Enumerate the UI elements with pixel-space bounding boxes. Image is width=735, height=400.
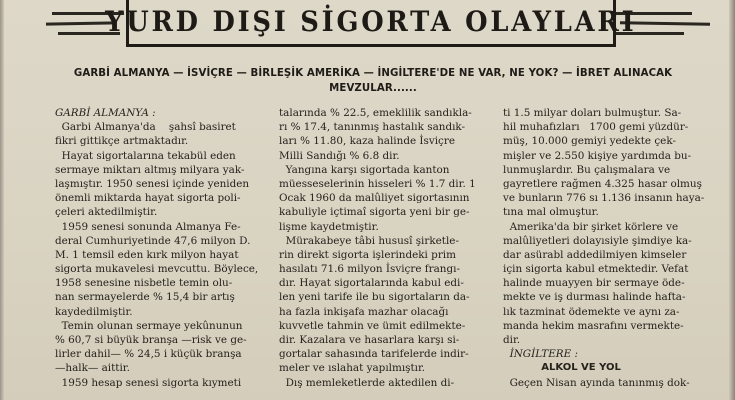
text-line: sigorta mukavelesi mevcuttu. Böylece, — [55, 263, 259, 276]
text-line: 1959 senesi sonunda Almanya Fe- — [55, 220, 241, 233]
text-line: Ocak 1960 da malûliyet sigortasının — [279, 192, 470, 205]
text-line: —halk— aittir. — [55, 362, 130, 375]
text-column-2 — [279, 106, 493, 390]
text-line: rı % 17.4, tanınmış hastalık sandık- — [279, 121, 466, 134]
text-line: ha fazla inkişafa mazhar olacağı — [279, 305, 449, 318]
text-line: lirler dahil— % 24,5 i küçük branşa — [55, 348, 242, 361]
text-line: manda hekim masrafını vermekte- — [503, 319, 684, 332]
text-line: 1959 hesap senesi sigorta kıymeti — [55, 376, 242, 389]
text-line: dar asürabl addedilmiyen kimseler — [503, 248, 687, 261]
text-line: dir. — [503, 334, 521, 346]
text-line: sermaye miktarı altmış milyara yak- — [55, 163, 245, 176]
text-line: laşmıştır. 1950 senesi içinde yeniden — [55, 177, 250, 190]
text-line: çeleri aktedilmiştir. — [55, 206, 158, 219]
text-line: gayretlere rağmen 4.325 hasar olmuş — [503, 177, 702, 190]
text-line: ti 1.5 milyar doları bulmuştur. Sa- — [503, 107, 682, 119]
text-line: ALKOL VE YOL — [503, 362, 621, 374]
text-line: % 60,7 si büyük branşa —risk ve ge- — [55, 334, 247, 346]
text-line: malûliyetleri dolayısiyle şimdiye ka- — [503, 234, 692, 247]
text-line: Amerika'da bir şirket körlere ve — [503, 220, 679, 233]
text-line: Temin olunan sermaye yekûnunun — [55, 319, 243, 332]
text-line: rin direkt sigorta işlerindeki prim — [279, 248, 456, 261]
title-box — [105, 0, 637, 47]
text-line: Garbi Almanya'da şahsî basiret — [55, 121, 236, 134]
text-line: Mürakabeye tâbi hususî şirketle- — [279, 234, 459, 247]
text-line: dir. Kazalara ve hasarlara karşı si- — [279, 334, 460, 346]
text-line: GARBİ ALMANYA : — [55, 107, 156, 119]
text-line: Geçen Nisan ayında tanınmış dok- — [503, 376, 690, 389]
text-line: müesseselerinin hisseleri % 1.7 dir. 1 — [279, 177, 476, 190]
text-line: nan sermayelerde % 15,4 bir artış — [55, 291, 235, 304]
page-title: YURD DIŞI SİGORTA OLAYLARI — [105, 4, 637, 38]
text-line: kabuliyle içtimaî sigorta yeni bir ge- — [279, 206, 470, 219]
text-column-1 — [55, 106, 270, 390]
text-line: M. 1 temsil eden kırk milyon hayat — [55, 248, 239, 261]
text-line: fikri gittikçe artmaktadır. — [55, 135, 189, 148]
text-line: lunmuşlardır. Bu çalışmalara ve — [503, 163, 671, 176]
text-line: kuvvetle tahmin ve ümit edilmekte- — [279, 319, 466, 332]
text-line: Hayat sigortalarına tekabül eden — [55, 149, 236, 162]
text-line: Dış memleketlerde aktedilen di- — [279, 376, 455, 389]
text-line: kaydedilmiştir. — [55, 305, 133, 318]
subtitle: GARBİ ALMANYA — İSVİÇRE — BİRLEŞİK AMERİKA — İNGİLTERE'DE NE VAR, NE YOK? — İBRET ALINACAK MEVZULAR...... — [73, 68, 673, 94]
text-line: müş, 10.000 gemiyi yedekte çek- — [503, 135, 676, 148]
text-line: talarında % 22.5, emeklilik sandıkla- — [279, 107, 472, 119]
text-line: lık tazminat ödemekte ve aynı za- — [503, 305, 680, 318]
text-line: dır. Hayat sigortalarında kabul edi- — [279, 277, 464, 290]
text-line: için sigorta kabul etmektedir. Vefat — [503, 263, 689, 276]
text-line: Yangına karşı sigortada kanton — [279, 163, 450, 176]
text-line: tına mal olmuştur. — [503, 206, 599, 219]
text-line: deral Cumhuriyetinde 47,6 milyon D. — [55, 234, 251, 247]
text-line: İNGİLTERE : — [503, 348, 578, 361]
page-edge-left — [0, 0, 4, 400]
text-line: ve bunların 776 sı 1.136 insanın haya- — [503, 192, 705, 205]
text-line: gortalar sahasında tarifelerde indir- — [279, 348, 469, 361]
page-edge-right — [729, 0, 735, 400]
text-line: meler ve ıslahat yapılmıştır. — [279, 362, 426, 375]
text-line: mekte ve iş durması halinde hafta- — [503, 291, 686, 304]
text-line: lişme kaydetmiştir. — [279, 220, 379, 233]
text-column-3 — [503, 106, 717, 390]
text-line: len yeni tarife ile bu sigortaların da- — [279, 291, 470, 304]
text-line: hasılatı 71.6 milyon İsviçre frangı- — [279, 263, 460, 276]
text-line: hil muhafızları 1700 gemi yüzdür- — [503, 121, 689, 134]
text-line: 1958 senesine nisbetle temin olu- — [55, 277, 233, 290]
text-line: Milli Sandığı % 6.8 dir. — [279, 149, 400, 162]
text-line: önemli miktarda hayat sigorta poli- — [55, 192, 241, 205]
text-line: mişler ve 2.550 kişiye yardımda bu- — [503, 149, 692, 162]
text-line: ları % 11.80, kaza halinde İsviçre — [279, 135, 455, 148]
text-line: halinde muayyen bir sermaye öde- — [503, 277, 685, 290]
